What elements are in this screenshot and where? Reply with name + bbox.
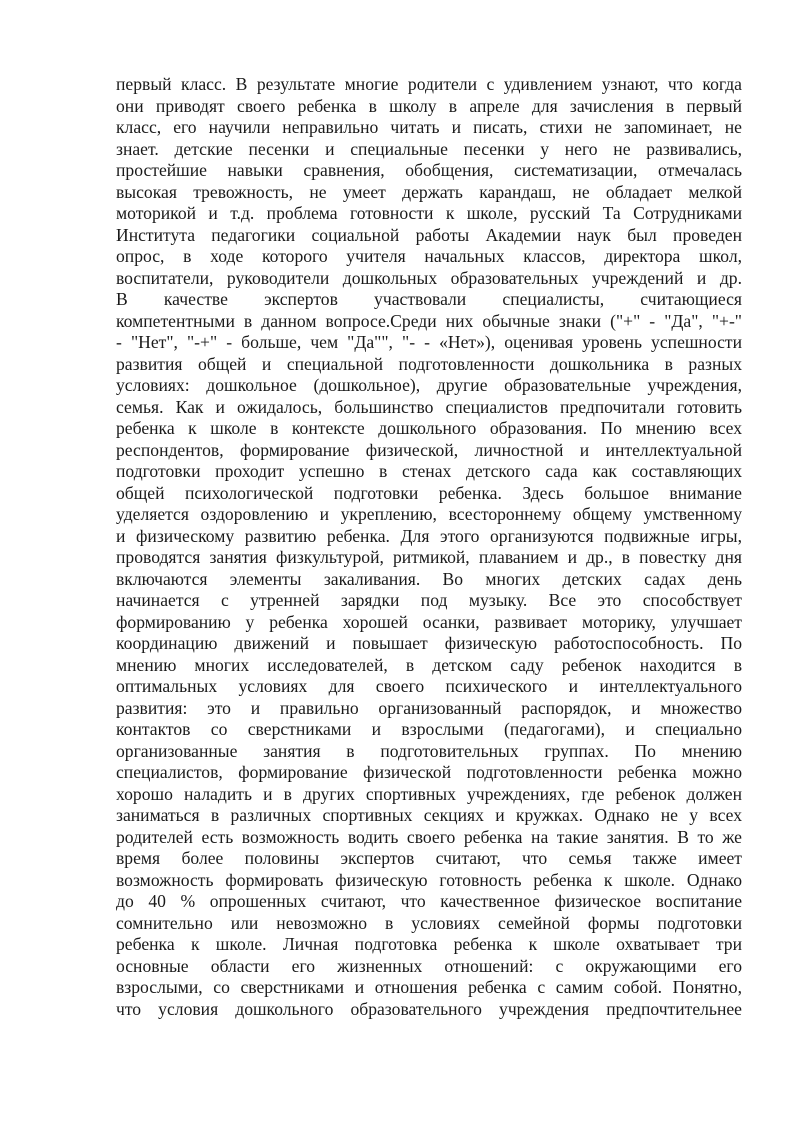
text-line: и физическому развитию ребенка. Для этого организуются подвижные игры, bbox=[116, 525, 742, 546]
text-line: респондентов, формирование физической, личностной и интеллектуальной bbox=[116, 439, 742, 460]
document-body bbox=[116, 74, 742, 1020]
text-line: - "Нет", "-+" - больше, чем "Да"", "- - «Нет»), оценивая уровень успешности bbox=[116, 332, 742, 352]
text-line: простейшие навыки сравнения, обобщения, систематизации, отмечалась bbox=[116, 160, 742, 180]
text-line: воспитатели, руководители дошкольных образовательных учреждений и др. bbox=[116, 267, 742, 288]
text-line: формированию у ребенка хорошей осанки, развивает моторику, улучшает bbox=[116, 611, 742, 632]
text-line: они приводят своего ребенка в школу в апреле для зачисления в первый bbox=[116, 95, 742, 116]
text-line: до 40 % опрошенных считают, что качественное физическое воспитание bbox=[116, 891, 742, 911]
text-line: что условия дошкольного образовательного учреждения предпочтительнее bbox=[116, 998, 742, 1019]
text-line: возможность формировать физическую готовность ребенка к школе. Однако bbox=[116, 869, 742, 890]
text-line: сомнительно или невозможно в условиях семейной формы подготовки bbox=[116, 912, 742, 933]
text-line: развития общей и специальной подготовленности дошкольника в разных bbox=[116, 353, 742, 374]
text-line: В качестве экспертов участвовали специалисты, считающиеся bbox=[116, 289, 742, 309]
text-line: опрос, в ходе которого учителя начальных классов, директора школ, bbox=[116, 246, 742, 266]
text-line: контактов со сверстниками и взрослыми (педагогами), и специально bbox=[116, 719, 742, 739]
text-line: основные области его жизненных отношений: с окружающими его bbox=[116, 955, 742, 976]
text-line: координацию движений и повышает физическую работоспособность. По bbox=[116, 633, 742, 653]
text-line: уделяется оздоровлению и укреплению, всестороннему общему умственному bbox=[116, 504, 742, 524]
text-line: ребенка к школе. Личная подготовка ребенка к школе охватывает три bbox=[116, 934, 742, 954]
text-line: время более половины экспертов считают, что семья также имеет bbox=[116, 848, 742, 868]
text-line: знает. детские песенки и специальные песенки у него не развивались, bbox=[116, 138, 742, 159]
text-line: родителей есть возможность водить своего ребенка на такие занятия. В то же bbox=[116, 826, 742, 847]
text-line: высокая тревожность, не умеет держать карандаш, не обладает мелкой bbox=[116, 181, 742, 202]
text-line: мнению многих исследователей, в детском саду ребенок находится в bbox=[116, 654, 742, 675]
text-line: взрослыми, со сверстниками и отношения ребенка с самим собой. Понятно, bbox=[116, 977, 742, 997]
text-line: Института педагогики социальной работы Академии наук был проведен bbox=[116, 224, 742, 245]
text-line: условиях: дошкольное (дошкольное), другие образовательные учреждения, bbox=[116, 375, 742, 395]
text-line: заниматься в различных спортивных секциях и кружках. Однако не у всех bbox=[116, 805, 742, 825]
text-line: общей психологической подготовки ребенка. Здесь большое внимание bbox=[116, 482, 742, 503]
text-line: семья. Как и ожидалось, большинство специалистов предпочитали готовить bbox=[116, 396, 742, 417]
text-line: хорошо наладить и в других спортивных учреждениях, где ребенок должен bbox=[116, 783, 742, 804]
text-line: подготовки проходит успешно в стенах детского сада как составляющих bbox=[116, 461, 742, 481]
text-line: организованные занятия в подготовительных группах. По мнению bbox=[116, 740, 742, 761]
text-line: ребенка к школе в контексте дошкольного образования. По мнению всех bbox=[116, 418, 742, 438]
text-line: класс, его научили неправильно читать и писать, стихи не запоминает, не bbox=[116, 117, 742, 137]
text-line: включаются элементы закаливания. Во многих детских садах день bbox=[116, 568, 742, 589]
text-line: оптимальных условиях для своего психического и интеллектуального bbox=[116, 676, 742, 696]
text-line: начинается с утренней зарядки под музыку. Все это способствует bbox=[116, 590, 742, 610]
text-line: развития: это и правильно организованный распорядок, и множество bbox=[116, 697, 742, 718]
text-line: моторикой и т.д. проблема готовности к школе, русский Та Сотрудниками bbox=[116, 203, 742, 223]
text-line: первый класс. В результате многие родители с удивлением узнают, что когда bbox=[116, 74, 742, 94]
text-line: специалистов, формирование физической подготовленности ребенка можно bbox=[116, 762, 742, 782]
text-line: компетентными в данном вопросе.Среди них обычные знаки ("+" - "Да", "+-" bbox=[116, 310, 742, 331]
text-line: проводятся занятия физкультурой, ритмикой, плаванием и др., в повестку дня bbox=[116, 547, 742, 567]
